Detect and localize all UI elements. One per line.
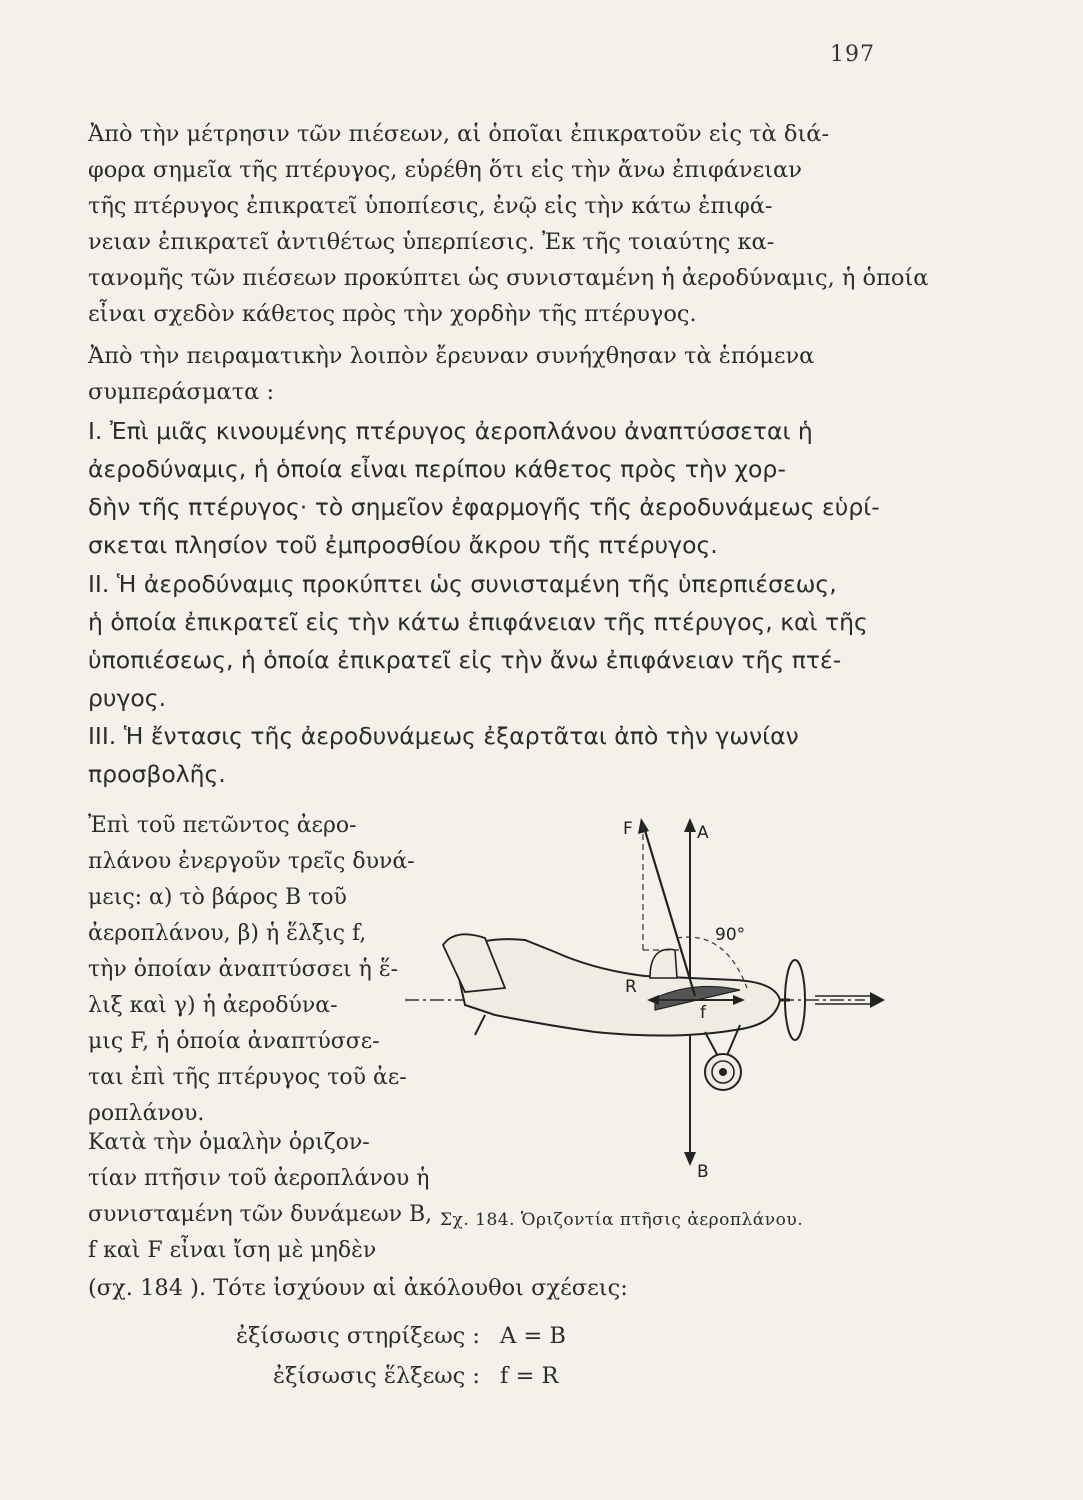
equation-label: ἐξίσωσις στηρίξεως : <box>236 1323 480 1349</box>
text-line: μεις: α) τὸ βάρος Β τοῦ <box>88 885 347 910</box>
direction-arrow-head <box>870 992 885 1008</box>
figure-caption: Σχ. 184. Ὁριζοντία πτῆσις ἀεροπλάνου. <box>440 1210 804 1230</box>
airplane-forces-figure <box>395 810 895 1190</box>
text-line: ἡ ὁποία ἐπικρατεῖ εἰς τὴν κάτω ἐπιφάνειαν τῆς πτέρυγος, καὶ τῆς <box>88 608 868 636</box>
text-line: Ἀπὸ τὴν πειραματικὴν λοιπὸν ἔρευναν συνήχθησαν τὰ ἑπόμενα <box>88 343 815 369</box>
paragraph-pressure-distribution <box>88 116 929 332</box>
text-line: φορα σημεῖα τῆς πτέρυγος, εὑρέθη ὅτι εἰς τὴν ἄνω ἐπιφάνειαν <box>88 157 802 183</box>
paragraph-three-forces <box>88 808 415 1132</box>
text-line: III. Ἡ ἔντασις τῆς ἀεροδυνάμεως ἐξαρτᾶται ἀπὸ τὴν γωνίαν <box>88 722 799 750</box>
label-b: B <box>697 1162 709 1182</box>
text-line: ἀεροπλάνου, β) ἡ ἕλξις f, <box>88 921 367 946</box>
tail-skid <box>475 1015 485 1035</box>
label-r: R <box>625 977 637 997</box>
text-line: εἶναι σχεδὸν κάθετος πρὸς τὴν χορδὴν τῆς πτέρυγος. <box>88 301 697 327</box>
text-line: μις F, ἡ ὁποία ἀναπτύσσε- <box>88 1029 380 1054</box>
text-line: τὴν ὁποίαν ἀναπτύσσει ἡ ἕ- <box>88 957 399 982</box>
conclusion-one <box>88 412 888 564</box>
text-line: ται ἐπὶ τῆς πτέρυγος τοῦ ἀε- <box>88 1065 407 1090</box>
label-f: F <box>623 819 633 839</box>
label-angle: 90° <box>715 925 746 945</box>
text-line: ροπλάνου. <box>88 1101 205 1126</box>
text-line: Ἀπὸ τὴν μέτρησιν τῶν πιέσεων, αἱ ὁποῖαι ἐπικρατοῦν εἰς τὰ διά- <box>88 121 830 147</box>
equation-expression: f = R <box>500 1363 559 1389</box>
equation-thrust <box>230 1358 790 1394</box>
text-line: Ἐπὶ τοῦ πετῶντος ἀερο- <box>88 813 357 838</box>
airplane-diagram <box>395 810 895 1190</box>
equation-lift <box>230 1318 790 1354</box>
text-line: λιξ καὶ γ) ἡ ἀεροδύνα- <box>88 993 338 1018</box>
paragraph-conclusions-intro <box>88 338 888 410</box>
text-line: ἀεροδύναμις, ἡ ὁποία εἶναι περίπου κάθετος πρὸς τὴν χορ- <box>88 455 786 483</box>
conclusion-three <box>88 717 888 793</box>
text-line: σκεται πλησίον τοῦ ἐμπροσθίου ἄκρου τῆς πτέρυγος. <box>88 531 718 559</box>
arrow-b-head <box>684 1152 696 1166</box>
text-line: f καὶ F εἶναι ἴση μὲ μηδὲν <box>88 1238 377 1263</box>
page-number: 197 <box>830 42 875 67</box>
text-line: Κατὰ τὴν ὁμαλὴν ὁριζον- <box>88 1130 370 1155</box>
text-line: δὴν τῆς πτέρυγος· τὸ σημεῖον ἐφαρμογῆς τῆς ἀεροδυνάμεως εὑρί- <box>88 493 880 521</box>
text-line: συμπεράσματα : <box>88 379 275 405</box>
text-line: ρυγος. <box>88 684 167 712</box>
text-line: τῆς πτέρυγος ἐπικρατεῖ ὑποπίεσις, ἐνῷ εἰς τὴν κάτω ἐπιφά- <box>88 193 773 219</box>
paragraph-relations: (σχ. 184 ). Τότε ἰσχύουν αἱ ἀκόλουθοι σχέσεις: <box>88 1275 628 1301</box>
cockpit <box>650 949 677 978</box>
label-a: A <box>697 823 709 843</box>
conclusion-two <box>88 565 888 717</box>
text-line: πλάνου ἐνεργοῦν τρεῖς δυνά- <box>88 849 415 874</box>
text-line: νειαν ἐπικρατεῖ ἀντιθέτως ὑπερπίεσις. Ἐκ τῆς τοιαύτης κα- <box>88 229 775 255</box>
text-line: συνισταμένη τῶν δυνάμεων Β, <box>88 1202 433 1227</box>
equation-expression: A = B <box>500 1323 566 1349</box>
text-line: τανομῆς τῶν πιέσεων προκύπτει ὡς συνισταμένη ἡ ἀεροδύναμις, ἡ ὁποία <box>88 265 929 291</box>
arrow-a-head <box>684 818 696 832</box>
paragraph-level-flight <box>88 1125 433 1269</box>
text-line: I. Ἐπὶ μιᾶς κινουμένης πτέρυγος ἀεροπλάνου ἀναπτύσσεται ἡ <box>88 417 813 445</box>
text-line: II. Ἡ ἀεροδύναμις προκύπτει ὡς συνισταμένη τῆς ὑπερπιέσεως, <box>88 570 837 598</box>
label-thrust: f <box>700 1003 706 1023</box>
wheel-hub <box>719 1068 727 1076</box>
equation-label: ἐξίσωσις ἕλξεως : <box>273 1363 480 1389</box>
text-line: προσβολῆς. <box>88 760 226 788</box>
text-line: ὑποπιέσεως, ἡ ὁποία ἐπικρατεῖ εἰς τὴν ἄνω ἐπιφάνειαν τῆς πτέ- <box>88 646 842 674</box>
text-line: τίαν πτῆσιν τοῦ ἀεροπλάνου ἡ <box>88 1166 430 1191</box>
